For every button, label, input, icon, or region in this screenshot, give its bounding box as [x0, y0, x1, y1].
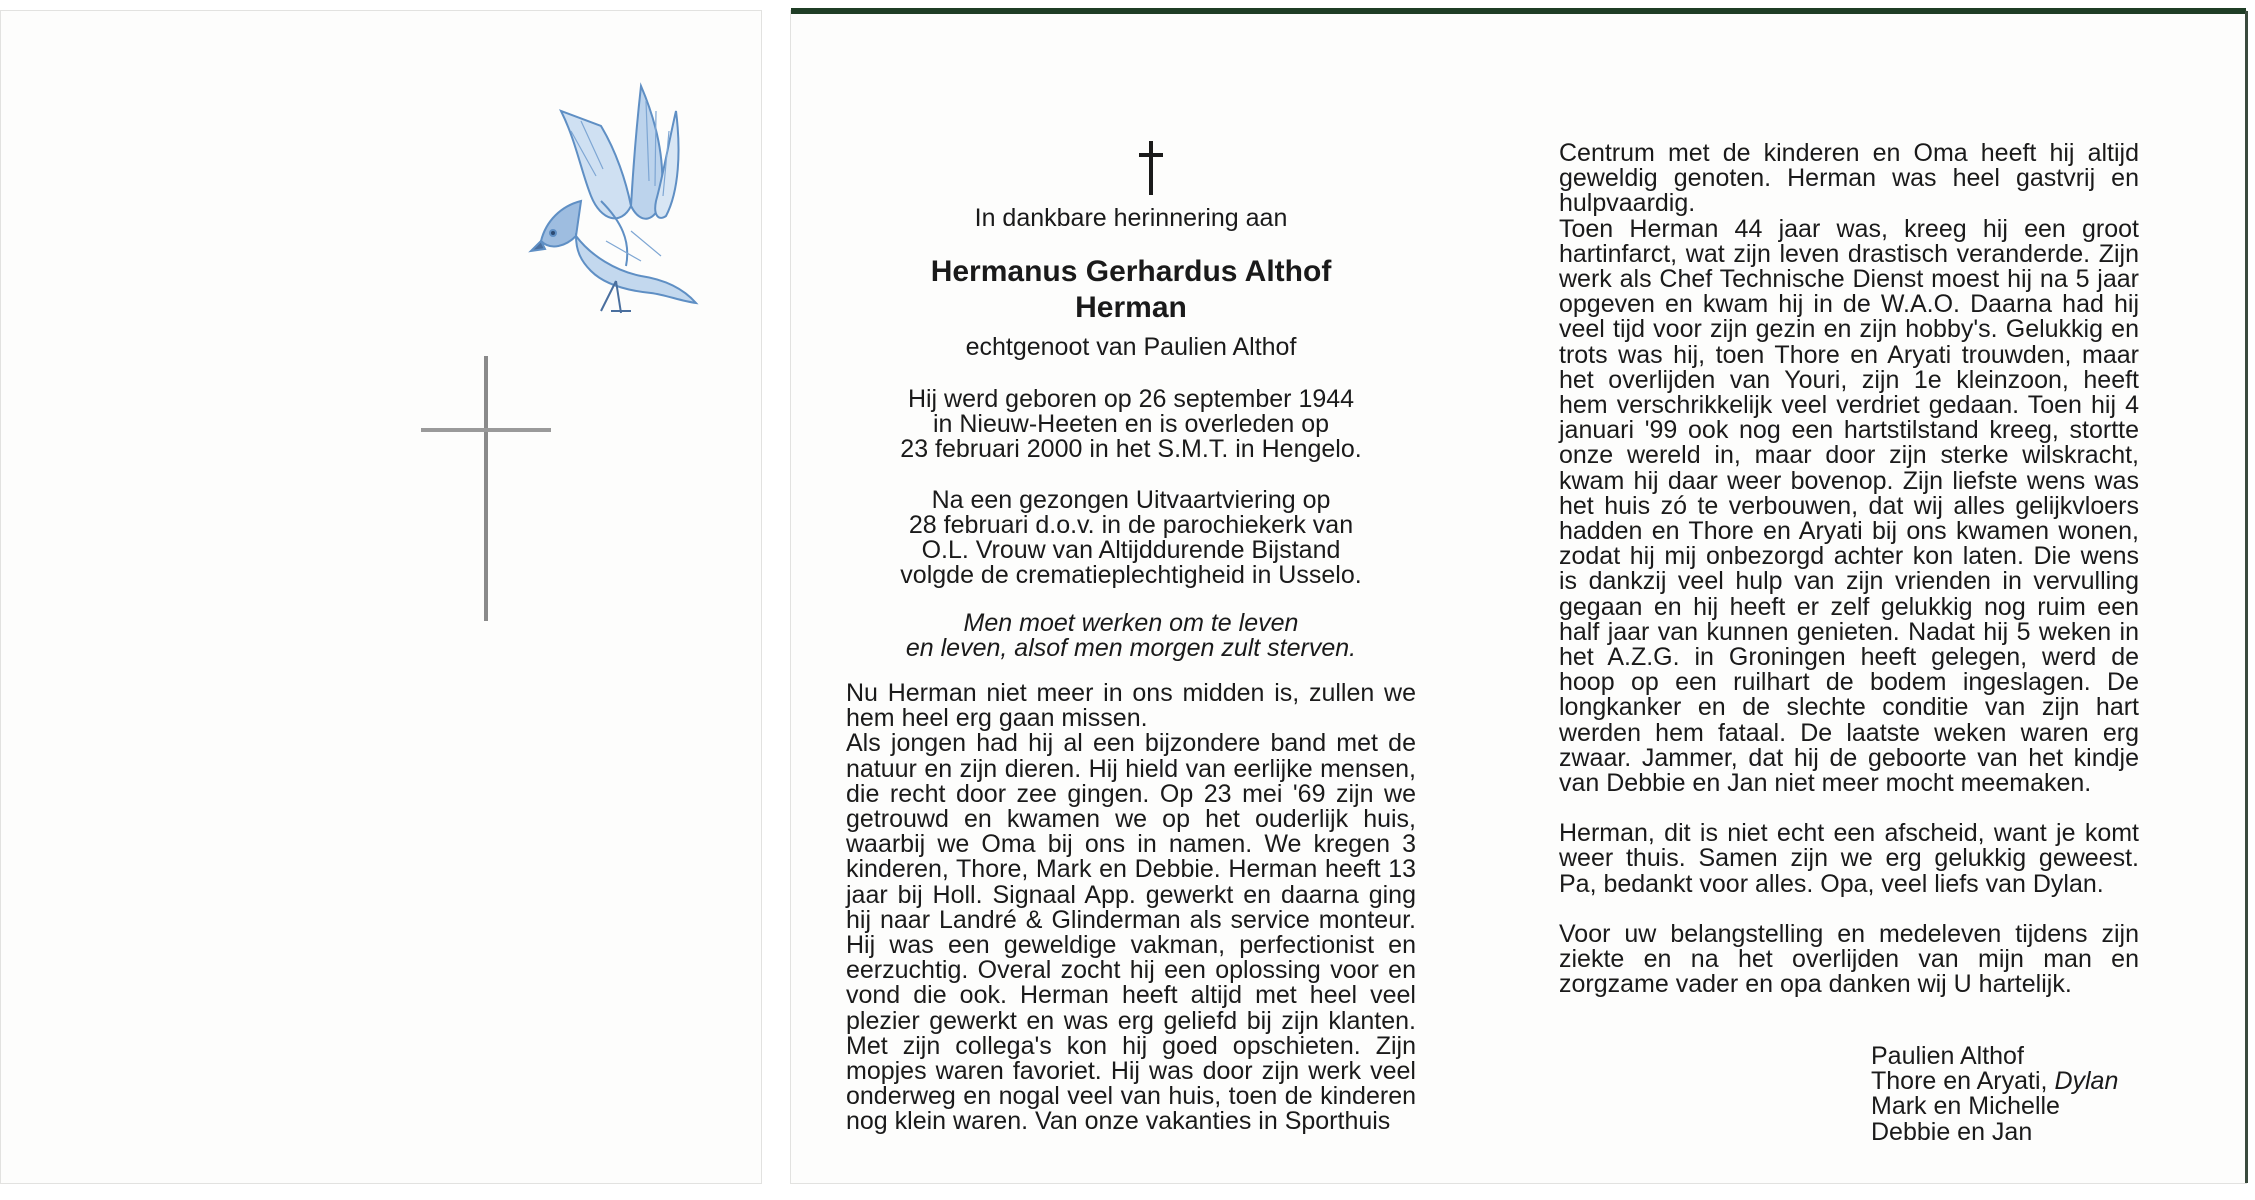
- story-paragraph: Toen Herman 44 jaar was, kreeg hij een groot hartinfarct, wat zijn leven drastisch veranderde. Zijn werk als Chef Technische Dienst moest hij na 5 jaar opgeven en kwam hij in de W.A.O. Daarna had hij veel tijd voor zijn gezin en zijn hobby's. Gelukkig en trots was hij, toen Thore en Aryati trouwden, maar het overlijden van Youri, zijn 1e kleinzoon, heeft hem verschrikkelijk veel verdriet gedaan. Toen hij 4 januari '99 ook nog een hartstilstand kreeg, stortte onze wereld in, maar door zijn sterke wilskracht, kwam hij daar weer bovenop. Zijn liefste wens was het huis zó te verbouwen, dat wij alles gelijkvloers hadden en Thore en Aryati bij ons kwamen wonen, zodat hij mij onbezorgd achter kon laten. Die wens is dankzij veel hulp van zijn vrienden in vervulling gegaan en hij heeft er zelf gelukkig nog ruim een half jaar van kunnen genieten. Nadat hij 5 weken in het A.Z.G. in Groningen heeft gelegen, werd de hoop op een ruilhart de bodem ingeslagen. De longkanker en de slechte conditie van zijn hart werden hem fataal. De laatste weken waren erg zwaar. Jammer, dat hij de geboorte van het kindje van Debbie en Jan niet meer mocht meemaken.: [1559, 214, 2139, 798]
- story-paragraph: Als jongen had hij al een bijzondere band met de natuur en zijn dieren. Hij hield van eerlijke mensen, die recht door zee gingen. Op 23 mei '69 zijn we getrouwd en kwamen we op het ouderlijk huis, waarbij we Oma bij ons in namen. We kregen 3 kinderen, Thore, Mark en Debbie. Herman heeft 13 jaar bij Holl. Signaal App. gewerkt en daarna ging hij naar Landré & Glinderman als service monteur. Hij was een geweldige vakman, perfectionist en eerzuchtig. Overal zocht hij een oplossing voor en vond die ook. Herman heeft altijd met heel veel plezier gewerkt en was erg geliefd bij zijn klanten. Met zijn collega's kon hij goed opschieten. Zijn mopjes waren favoriet. Hij was door zijn werk veel onderweg en nogal veel van huis, toen de kinderen nog klein waren. Van onze vakanties in Sporthuis: [846, 729, 1416, 1136]
- signature-line: Debbie en Jan: [1871, 1117, 2033, 1146]
- call-name: Herman: [1075, 291, 1187, 324]
- quote-line-1: Men moet werken om te leven: [963, 609, 1299, 637]
- story-column-left: [846, 681, 1416, 1135]
- edge-line: [791, 8, 2246, 14]
- intro-line: In dankbare herinnering aan: [974, 204, 1288, 232]
- signature-line: Paulien Althof: [1871, 1042, 2024, 1070]
- card-inner-panel: [790, 10, 2247, 1184]
- signature-line: Mark en Michelle: [1871, 1092, 2060, 1121]
- birth-line-1: Hij werd geboren op 26 september 1944: [907, 385, 1355, 413]
- thanks-paragraph: Voor uw belangstelling en medeleven tijdens zijn ziekte en na het overlijden van mijn man en zorgzame vader en opa danken wij U hartelijk.: [1559, 919, 2139, 999]
- story-paragraph: Centrum met de kinderen en Oma heeft hij altijd geweldig genoten. Herman was heel gastvrij en hulpvaardig.: [1559, 139, 2139, 218]
- service-line-3: O.L. Vrouw van Altijddurende Bijstand: [921, 536, 1341, 564]
- service-line-1: Na een gezongen Uitvaartviering op: [931, 486, 1331, 514]
- service-info: [851, 488, 1411, 588]
- service-line-4: volgde de crematieplechtigheid in Usselo.: [900, 561, 1362, 589]
- signatures: [1871, 1044, 2118, 1145]
- story-column-right: [1559, 141, 2139, 998]
- birth-death-info: [851, 387, 1411, 462]
- story-paragraph: Nu Herman niet meer in ons midden is, zullen we hem heel erg gaan missen.: [846, 679, 1416, 733]
- deceased-name: [851, 254, 1411, 326]
- cross-icon: [421, 356, 551, 621]
- dove-icon: [521, 81, 711, 336]
- signature-line: Thore en Aryati, Dylan: [1871, 1067, 2119, 1096]
- spouse-line: echtgenoot van Paulien Althof: [965, 333, 1297, 361]
- birth-line-3: 23 februari 2000 in het S.M.T. in Hengelo.: [900, 435, 1362, 463]
- farewell-paragraph: Herman, dit is niet echt een afscheid, want je komt weer thuis. Samen zijn we erg gelukkig geweest. Pa, bedankt voor alles. Opa, veel liefs van Dylan.: [1559, 819, 2139, 898]
- card-front-panel: [0, 10, 762, 1184]
- edge-line-right: [2245, 11, 2248, 1183]
- quote: [851, 611, 1411, 661]
- full-name: Hermanus Gerhardus Althof: [930, 255, 1332, 288]
- birth-line-2: in Nieuw-Heeten en is overleden op: [932, 410, 1330, 438]
- cross-icon: [1131, 139, 1171, 197]
- quote-line-2: en leven, alsof men morgen zult sterven.: [905, 634, 1357, 662]
- service-line-2: 28 februari d.o.v. in de parochiekerk van: [908, 511, 1354, 539]
